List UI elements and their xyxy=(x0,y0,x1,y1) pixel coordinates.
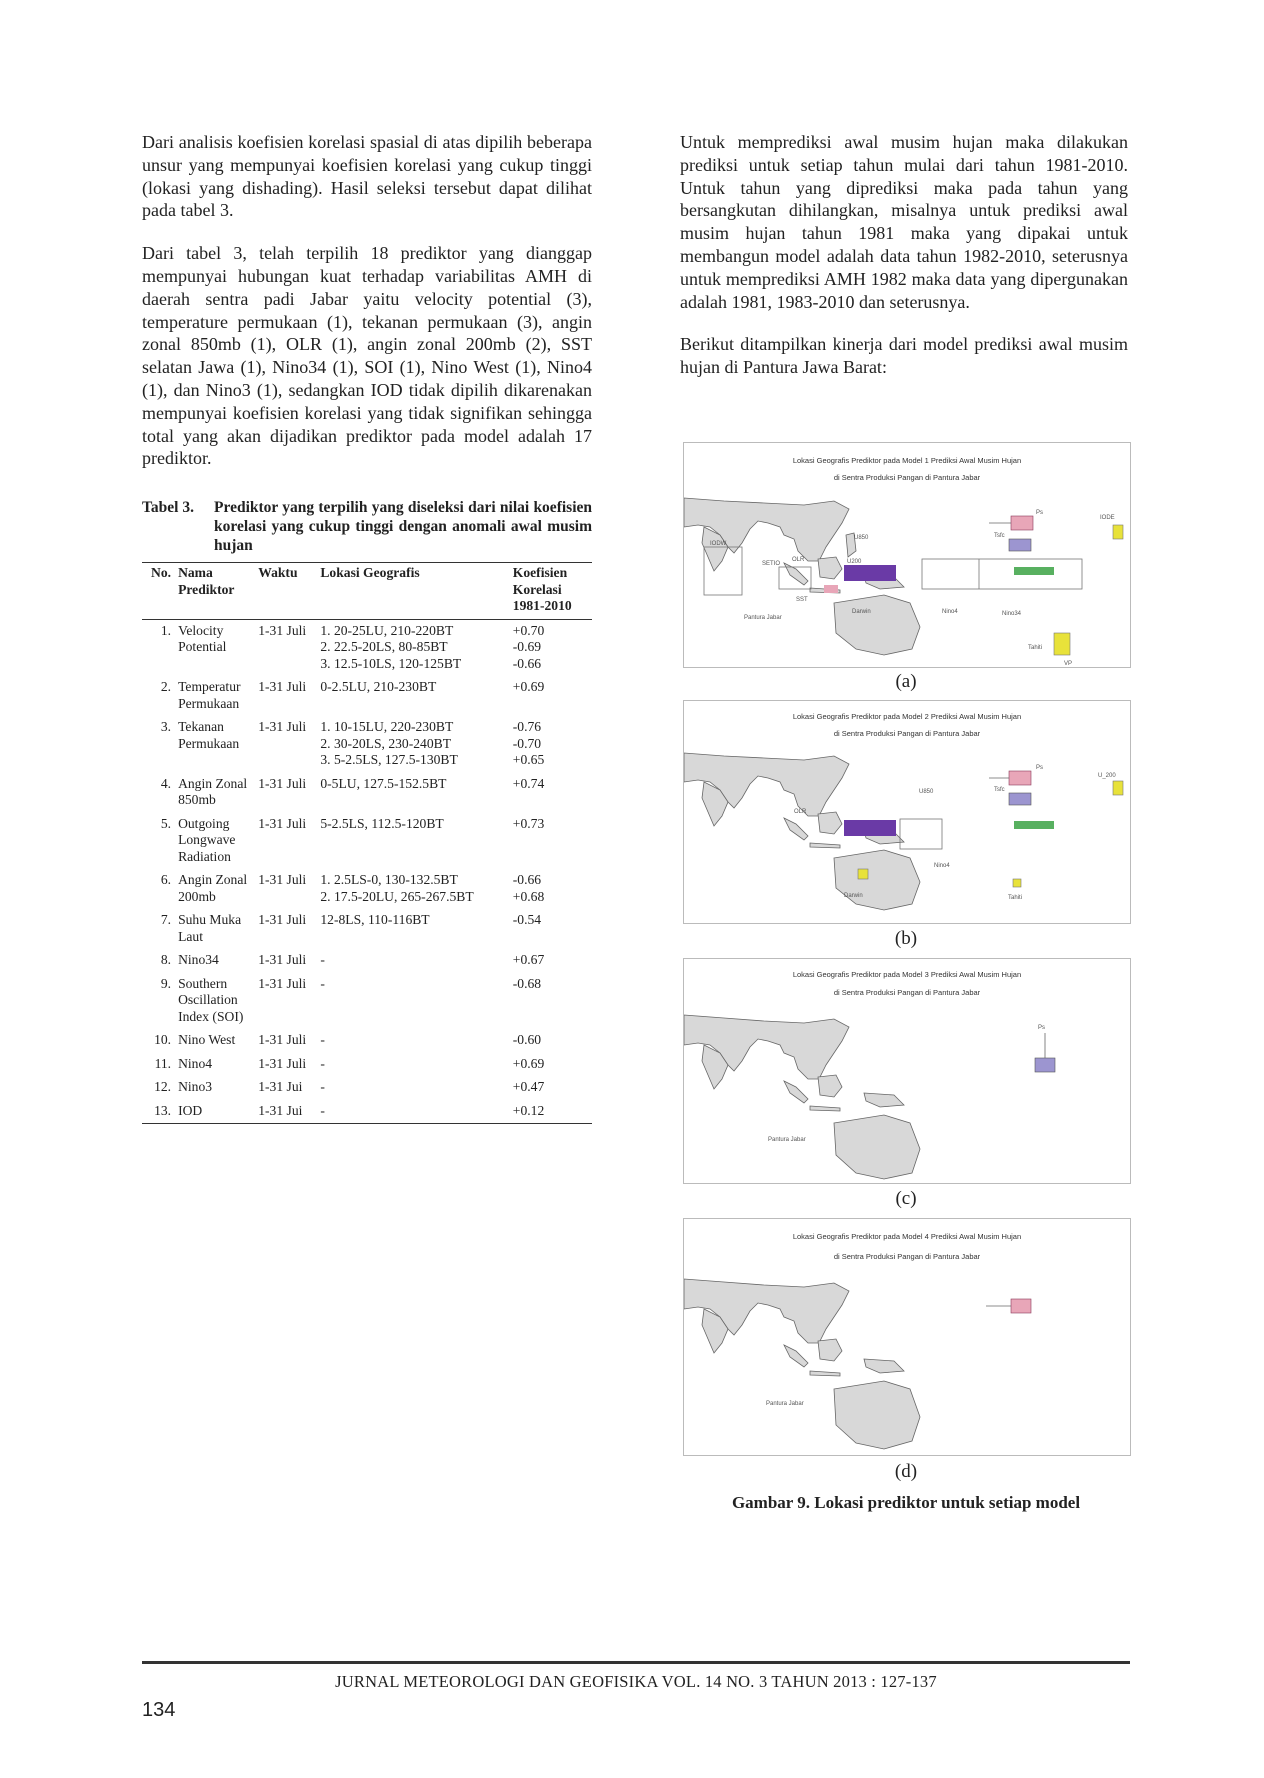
koefisien-value: +0.69 xyxy=(512,679,545,695)
land-borneo xyxy=(818,1075,842,1097)
koefisien-value: -0.69 xyxy=(512,639,542,655)
predictor-box-darwin xyxy=(858,869,868,879)
lokasi-line: 2. 22.5-20LS, 80-85BT xyxy=(320,639,448,655)
label-ps: Ps xyxy=(1036,765,1044,771)
predictor-box-u200 xyxy=(844,565,896,581)
cell-koefisien xyxy=(510,869,592,909)
land-java xyxy=(810,1371,840,1376)
label-tahiti: Tahiti xyxy=(1028,645,1043,651)
koefisien-value: +0.70 xyxy=(512,622,545,638)
footer-rule xyxy=(142,1661,1130,1664)
predictor-box-iode xyxy=(1113,781,1123,795)
label-olr: OLR xyxy=(794,809,807,815)
table-row xyxy=(142,619,592,676)
table-caption-label: Tabel 3. xyxy=(142,499,194,517)
cell-lokasi xyxy=(317,813,509,870)
cell-nama: Nino West xyxy=(178,1032,236,1048)
land-borneo xyxy=(818,557,842,579)
land-sumatra xyxy=(784,1345,808,1367)
koefisien-value: +0.67 xyxy=(512,952,545,968)
map-title-line1: Lokasi Geografis Prediktor pada Model 4 Prediksi Awal Musim Hujan xyxy=(792,1232,1022,1241)
map-title-line1: Lokasi Geografis Prediktor pada Model 2 Prediksi Awal Musim Hujan xyxy=(792,712,1022,721)
land-australia xyxy=(834,1381,920,1449)
table-caption-text: Prediktor yang terpilih yang diseleksi dari nilai koefisien korelasi yang cukup tinggi dengan anomali awal musim hujan xyxy=(214,499,592,555)
cell-no: 4. xyxy=(160,775,172,791)
cell-koefisien xyxy=(510,676,592,716)
land-sumatra xyxy=(784,563,808,585)
map-title-line2: di Sentra Produksi Pangan di Pantura Jabar xyxy=(833,988,981,997)
body-paragraph: Dari tabel 3, telah terpilih 18 prediktor yang dianggap mempunyai hubungan kuat terhadap variabilitas AMH di daerah sentra padi Jabar yaitu velocity potential (3), temperature permukaan (1), tekanan permukaan (3), angin zonal 850mb (1), OLR (1), angin zonal 200mb (2), SST selatan Jawa (1), Nino34 (1), SOI (1), Nino West (1), Nino4 (1), dan Nino3 (1), sedangkan IOD tidak dipilih dikarenakan mempunyai koefisien korelasi yang tidak signifikan sehingga total yang akan dijadikan prediktor pada model adalah 17 prediktor. xyxy=(142,243,592,469)
map-title-line2: di Sentra Produksi Pangan di Pantura Jabar xyxy=(833,473,981,482)
label-ps: Ps xyxy=(1036,510,1044,516)
cell-no: 3. xyxy=(160,719,172,735)
land-borneo xyxy=(818,1339,842,1361)
figure-sublabel-a: (a) xyxy=(895,671,917,692)
table-row xyxy=(142,813,592,870)
lokasi-line: - xyxy=(320,1032,325,1048)
cell-koefisien xyxy=(510,773,592,813)
predictor-box-u200 xyxy=(844,820,896,836)
lokasi-line: 1. 2.5LS-0, 130-132.5BT xyxy=(320,872,458,888)
cell-no: 5. xyxy=(160,815,172,831)
koefisien-value: -0.76 xyxy=(512,719,542,735)
cell-lokasi xyxy=(317,1029,509,1053)
cell-koefisien xyxy=(510,716,592,773)
label-nino4: Nino4 xyxy=(942,609,958,615)
cell-lokasi xyxy=(317,869,509,909)
cell-lokasi xyxy=(317,619,509,676)
cell-nama: Angin Zonal 850mb xyxy=(178,775,248,808)
predictor-box-tahiti xyxy=(1054,633,1070,655)
land-sumatra xyxy=(784,1081,808,1103)
cell-waktu: 1-31 Jui xyxy=(258,1102,303,1118)
predictor-box-ps xyxy=(1011,1299,1031,1313)
land-newguinea xyxy=(864,1093,904,1107)
cell-no: 12. xyxy=(154,1079,172,1095)
label-u850: U850 xyxy=(854,535,869,541)
label-pantura: Pantura Jabar xyxy=(766,1401,804,1407)
label-u200: U200 xyxy=(847,559,862,565)
predictor-box-green xyxy=(1014,821,1054,829)
label-iode: IODE xyxy=(1100,515,1115,521)
cell-lokasi xyxy=(317,773,509,813)
label-vp: VP xyxy=(1064,661,1073,667)
cell-no: 13. xyxy=(154,1102,172,1118)
cell-nama: Southern Oscillation Index (SOI) xyxy=(178,975,244,1024)
cell-no: 11. xyxy=(154,1055,172,1071)
cell-lokasi xyxy=(317,676,509,716)
label-iode: U_200 xyxy=(1098,773,1116,779)
figure-sublabel-b: (b) xyxy=(894,928,918,949)
label-nino34: Nino34 xyxy=(1002,611,1022,617)
lokasi-line: 3. 5-2.5LS, 127.5-130BT xyxy=(320,752,458,768)
body-paragraph: Berikut ditampilkan kinerja dari model prediksi awal musim hujan di Pantura Jawa Barat: xyxy=(680,334,1128,378)
lokasi-line: 5-2.5LS, 112.5-120BT xyxy=(320,815,444,831)
label-tahiti: Tahiti xyxy=(1008,895,1023,901)
table-row xyxy=(142,973,592,1030)
map-d-svg xyxy=(684,1219,1130,1455)
figure-map-d xyxy=(683,1218,1131,1456)
table-row xyxy=(142,1029,592,1053)
cell-waktu: 1-31 Juli xyxy=(258,1055,307,1071)
cell-lokasi xyxy=(317,973,509,1030)
land-australia xyxy=(834,595,920,655)
cell-waktu: 1-31 Juli xyxy=(258,872,307,888)
figure-caption: Gambar 9. Lokasi prediktor untuk setiap model xyxy=(731,1493,1081,1512)
predictor-box-nino4 xyxy=(900,819,942,849)
land-australia xyxy=(834,1115,920,1179)
figure-map-c xyxy=(683,958,1131,1184)
lokasi-line: - xyxy=(320,1102,325,1118)
land-newguinea xyxy=(864,1359,904,1373)
map-d-labels xyxy=(766,1401,804,1407)
table-row xyxy=(142,1076,592,1100)
col-header-waktu: Waktu xyxy=(258,565,298,581)
cell-waktu: 1-31 Juli xyxy=(258,622,307,638)
cell-koefisien xyxy=(510,1053,592,1077)
table-body xyxy=(142,619,592,1124)
lokasi-line: 2. 17.5-20LU, 265-267.5BT xyxy=(320,888,474,904)
cell-koefisien xyxy=(510,949,592,973)
label-u850: U850 xyxy=(919,789,934,795)
koefisien-value: +0.47 xyxy=(512,1079,545,1095)
cell-no: 10. xyxy=(154,1032,172,1048)
land-borneo xyxy=(818,812,842,834)
predictor-box-ps xyxy=(1011,516,1033,530)
cell-waktu: 1-31 Jui xyxy=(258,1079,303,1095)
cell-koefisien xyxy=(510,813,592,870)
cell-no: 9. xyxy=(160,975,172,991)
map-title-line1: Lokasi Geografis Prediktor pada Model 3 Prediksi Awal Musim Hujan xyxy=(792,970,1022,979)
label-olr: OLR xyxy=(792,557,805,563)
koefisien-value: -0.68 xyxy=(512,975,542,991)
label-nino4: Nino4 xyxy=(934,863,950,869)
lokasi-line: - xyxy=(320,1079,325,1095)
lokasi-line: - xyxy=(320,975,325,991)
cell-no: 2. xyxy=(160,679,172,695)
map-title-line2: di Sentra Produksi Pangan di Pantura Jabar xyxy=(833,729,981,738)
table-row xyxy=(142,676,592,716)
koefisien-value: +0.65 xyxy=(512,752,545,768)
map-c-svg xyxy=(684,959,1130,1183)
predictor-box-sst xyxy=(824,585,838,593)
cell-nama: Nino4 xyxy=(178,1055,213,1071)
cell-nama: IOD xyxy=(178,1102,203,1118)
col-header-lokasi: Lokasi Geografis xyxy=(320,565,420,581)
lokasi-line: 1. 20-25LU, 210-220BT xyxy=(320,622,454,638)
cell-nama: Angin Zonal 200mb xyxy=(178,872,248,904)
cell-lokasi xyxy=(317,909,509,949)
cell-no: 6. xyxy=(160,872,172,888)
cell-waktu: 1-31 Juli xyxy=(258,912,307,928)
cell-nama: Nino3 xyxy=(178,1079,213,1095)
cell-waktu: 1-31 Juli xyxy=(258,815,307,831)
predictor-box-tahiti xyxy=(1013,879,1021,887)
body-paragraph: Dari analisis koefisien korelasi spasial di atas dipilih beberapa unsur yang mempunyai koefisien korelasi yang cukup tinggi (lokasi yang dishading). Hasil seleksi tersebut dapat dilihat pada tabel 3. xyxy=(142,132,592,221)
label-darwin: Darwin xyxy=(844,893,863,899)
lokasi-line: 2. 30-20LS, 230-240BT xyxy=(320,735,452,751)
lokasi-line: - xyxy=(320,1055,325,1071)
cell-koefisien xyxy=(510,1029,592,1053)
body-paragraph: Untuk memprediksi awal musim hujan maka dilakukan prediksi untuk setiap tahun mulai dari tahun 1981-2010. Untuk tahun yang diprediksi maka pada tahun yang bersangkutan dihilangkan, misalnya untuk prediksi awal musim hujan tahun 1981 maka yang dipakai untuk membangun model adalah data tahun 1982-2010, seterusnya untuk memprediksi AMH 1982 maka data yang dipergunakan adalah 1981, 1983-2010 dan seterusnya. xyxy=(680,132,1128,312)
map-a-svg xyxy=(684,443,1130,667)
cell-waktu: 1-31 Juli xyxy=(258,679,307,695)
label-pantura: Pantura Jabar xyxy=(768,1137,806,1143)
figure-sublabel-d: (d) xyxy=(894,1461,918,1482)
label-sst: SST xyxy=(796,597,808,603)
table-row xyxy=(142,1100,592,1124)
figure-sublabel-c: (c) xyxy=(895,1188,917,1209)
predictor-box-tsfc xyxy=(1009,539,1031,551)
cell-no: 8. xyxy=(160,952,172,968)
cell-koefisien xyxy=(510,1076,592,1100)
cell-nama: Nino34 xyxy=(178,952,219,968)
cell-no: 1. xyxy=(160,622,172,638)
cell-no: 7. xyxy=(160,912,172,928)
cell-waktu: 1-31 Juli xyxy=(258,1032,307,1048)
cell-koefisien xyxy=(510,619,592,676)
land-australia xyxy=(834,850,920,910)
page-number: 134 xyxy=(142,1699,176,1721)
predictor-box-tsfc xyxy=(1009,793,1031,805)
koefisien-value: +0.73 xyxy=(512,815,545,831)
cell-nama: Suhu Muka Laut xyxy=(178,912,242,944)
figure-map-a xyxy=(683,442,1131,668)
cell-nama: Outgoing Longwave Radiation xyxy=(178,815,236,864)
koefisien-value: +0.68 xyxy=(512,888,545,904)
col-header-koefisien: Koefisien Korelasi 1981-2010 xyxy=(512,565,572,614)
cell-lokasi xyxy=(317,1053,509,1077)
lokasi-line: 12-8LS, 110-116BT xyxy=(320,912,430,928)
label-darwin: Darwin xyxy=(852,609,871,615)
label-tsfc: Tsfc xyxy=(994,533,1005,539)
koefisien-value: +0.12 xyxy=(512,1102,545,1118)
table-row xyxy=(142,773,592,813)
col-header-nama: Nama Prediktor xyxy=(178,565,235,597)
koefisien-value: -0.60 xyxy=(512,1032,542,1048)
land-java xyxy=(810,843,840,848)
cell-nama: Velocity Potential xyxy=(178,622,227,655)
map-title-line1: Lokasi Geografis Prediktor pada Model 1 Prediksi Awal Musim Hujan xyxy=(792,456,1022,465)
map-b-svg xyxy=(684,701,1130,923)
cell-waktu: 1-31 Juli xyxy=(258,719,307,735)
figure-map-b xyxy=(683,700,1131,924)
koefisien-value: +0.69 xyxy=(512,1055,545,1071)
koefisien-value: -0.66 xyxy=(512,655,542,671)
lokasi-line: - xyxy=(320,952,325,968)
land-java xyxy=(810,1106,840,1111)
cell-nama: Tekanan Permukaan xyxy=(178,719,240,751)
predictor-box-green xyxy=(1014,567,1054,575)
koefisien-value: +0.74 xyxy=(512,775,545,791)
label-ps: Ps xyxy=(1038,1025,1046,1031)
col-header-no: No. xyxy=(151,565,172,581)
table-row xyxy=(142,909,592,949)
cell-nama: Temperatur Permukaan xyxy=(178,679,241,711)
cell-koefisien xyxy=(510,909,592,949)
lokasi-line: 0-2.5LU, 210-230BT xyxy=(320,679,437,695)
label-iodw: IODW xyxy=(710,541,727,547)
label-pantura: Pantura Jabar xyxy=(744,615,782,621)
cell-waktu: 1-31 Juli xyxy=(258,775,307,791)
right-column xyxy=(680,131,1128,399)
table-row xyxy=(142,869,592,909)
predictor-box-nino34 xyxy=(922,559,1082,589)
koefisien-value: -0.54 xyxy=(512,912,542,928)
table-row xyxy=(142,716,592,773)
label-setio: SETIO xyxy=(762,561,781,567)
left-column xyxy=(142,131,592,1124)
predictor-box-ps xyxy=(1035,1058,1055,1072)
journal-footer: JURNAL METEOROLOGI DAN GEOFISIKA VOL. 14 NO. 3 TAHUN 2013 : 127-137 xyxy=(335,1672,937,1691)
koefisien-value: -0.70 xyxy=(512,735,542,751)
cell-waktu: 1-31 Juli xyxy=(258,952,307,968)
table-row xyxy=(142,1053,592,1077)
table-row xyxy=(142,949,592,973)
cell-koefisien xyxy=(510,1100,592,1124)
map-title-line2: di Sentra Produksi Pangan di Pantura Jabar xyxy=(833,1252,981,1261)
predictor-box-ps xyxy=(1009,771,1031,785)
koefisien-value: -0.66 xyxy=(512,872,542,888)
cell-lokasi xyxy=(317,1076,509,1100)
lokasi-line: 1. 10-15LU, 220-230BT xyxy=(320,719,454,735)
lokasi-line: 3. 12.5-10LS, 120-125BT xyxy=(320,655,462,671)
cell-waktu: 1-31 Juli xyxy=(258,975,307,991)
predictor-table xyxy=(142,562,592,1124)
cell-lokasi xyxy=(317,1100,509,1124)
cell-koefisien xyxy=(510,973,592,1030)
predictor-box-iode xyxy=(1113,525,1123,539)
land-sumatra xyxy=(784,818,808,840)
cell-lokasi xyxy=(317,949,509,973)
lokasi-line: 0-5LU, 127.5-152.5BT xyxy=(320,775,447,791)
label-tsfc: Tsfc xyxy=(994,787,1005,793)
table-header-row xyxy=(142,563,592,620)
table-caption xyxy=(142,498,592,555)
cell-lokasi xyxy=(317,716,509,773)
